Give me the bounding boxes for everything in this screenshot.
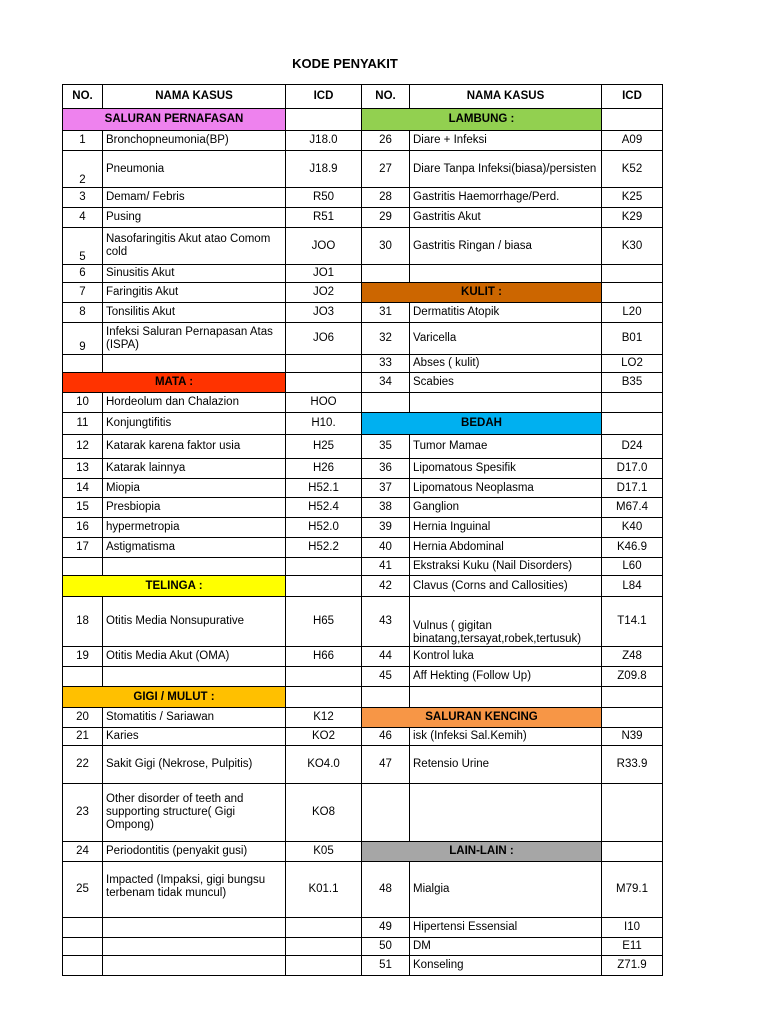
page-title-text: KODE PENYAKIT xyxy=(292,56,398,71)
table-row xyxy=(63,323,663,355)
case-name-right: Hernia Inguinal xyxy=(410,518,602,538)
table-row xyxy=(63,918,663,938)
icd-code-right: K30 xyxy=(602,228,663,265)
icd-code-left: JOO xyxy=(286,228,362,265)
header-row xyxy=(63,85,663,109)
case-name-left: Katarak karena faktor usia xyxy=(103,435,286,459)
case-name-left: Katarak lainnya xyxy=(103,459,286,479)
icd-code-right: Z71.9 xyxy=(602,956,663,976)
table-row xyxy=(63,228,663,265)
case-number-left: 14 xyxy=(63,479,103,498)
icd-code-right: E11 xyxy=(602,938,663,956)
icd-code-right: D17.0 xyxy=(602,459,663,479)
case-name-left xyxy=(103,355,286,373)
table-row xyxy=(63,746,663,784)
table-row xyxy=(63,576,663,597)
case-number-left: 5 xyxy=(63,228,103,265)
table-row xyxy=(63,597,663,647)
section-header-right: KULIT : xyxy=(362,283,602,303)
case-number-right: 35 xyxy=(362,435,410,459)
table-row xyxy=(63,538,663,558)
section-header-right: LAMBUNG : xyxy=(362,109,602,131)
icd-code-left: H26 xyxy=(286,459,362,479)
icd-code-right xyxy=(602,393,663,413)
case-number-right: 44 xyxy=(362,647,410,667)
case-name-left xyxy=(103,558,286,576)
icd-code-left: KO2 xyxy=(286,728,362,746)
case-number-left: 17 xyxy=(63,538,103,558)
case-number-left: 10 xyxy=(63,393,103,413)
case-name-left xyxy=(103,667,286,687)
case-name-right: Ekstraksi Kuku (Nail Disorders) xyxy=(410,558,602,576)
case-number-left: 11 xyxy=(63,413,103,435)
case-name-left: Miopia xyxy=(103,479,286,498)
icd-code-right xyxy=(602,784,663,842)
table-row xyxy=(63,518,663,538)
section-header-right: BEDAH xyxy=(362,413,602,435)
table-row xyxy=(63,558,663,576)
disease-code-table xyxy=(62,84,663,976)
case-name-right: Dermatitis Atopik xyxy=(410,303,602,323)
header-icd-left: ICD xyxy=(286,85,362,109)
case-number-right: 37 xyxy=(362,479,410,498)
case-name-right: Diare Tanpa Infeksi(biasa)/persisten xyxy=(410,151,602,188)
icd-code-left: H52.4 xyxy=(286,498,362,518)
case-number-right: 36 xyxy=(362,459,410,479)
case-number-right xyxy=(362,784,410,842)
case-number-left: 2 xyxy=(63,151,103,188)
case-name-left: Konjungtifitis xyxy=(103,413,286,435)
case-name-right: Scabies xyxy=(410,373,602,393)
case-name-left: Infeksi Saluran Pernapasan Atas (ISPA) xyxy=(103,323,286,355)
icd-code-right: L60 xyxy=(602,558,663,576)
icd-code-right: T14.1 xyxy=(602,597,663,647)
section-header-left: MATA : xyxy=(63,373,286,393)
case-number-left xyxy=(63,938,103,956)
case-name-right: Diare + Infeksi xyxy=(410,131,602,151)
case-name-right: Hernia Abdominal xyxy=(410,538,602,558)
case-name-left: Tonsilitis Akut xyxy=(103,303,286,323)
case-number-left: 20 xyxy=(63,708,103,728)
table-row xyxy=(63,728,663,746)
section-icd-empty-right xyxy=(602,109,663,131)
case-name-left: Nasofaringitis Akut atao Comom cold xyxy=(103,228,286,265)
table-row xyxy=(63,303,663,323)
case-number-left: 15 xyxy=(63,498,103,518)
case-name-left: hypermetropia xyxy=(103,518,286,538)
case-name-left: Presbiopia xyxy=(103,498,286,518)
icd-code-right: K29 xyxy=(602,208,663,228)
case-name-right: Vulnus ( gigitan binatang,tersayat,robek,tertusuk) xyxy=(410,597,602,647)
icd-code-right: N39 xyxy=(602,728,663,746)
case-number-left: 7 xyxy=(63,283,103,303)
header-no-left: NO. xyxy=(63,85,103,109)
case-number-right: 47 xyxy=(362,746,410,784)
case-name-right: DM xyxy=(410,938,602,956)
header-name-left: NAMA KASUS xyxy=(103,85,286,109)
icd-code-right xyxy=(602,265,663,283)
section-icd-empty-right xyxy=(602,413,663,435)
case-name-left: Astigmatisma xyxy=(103,538,286,558)
case-name-left: Bronchopneumonia(BP) xyxy=(103,131,286,151)
case-name-left: Demam/ Febris xyxy=(103,188,286,208)
case-number-right xyxy=(362,265,410,283)
icd-code-right: B01 xyxy=(602,323,663,355)
table-body xyxy=(63,85,663,976)
case-name-left xyxy=(103,918,286,938)
case-number-right: 29 xyxy=(362,208,410,228)
case-number-left: 25 xyxy=(63,862,103,918)
icd-code-right: D17.1 xyxy=(602,479,663,498)
case-number-right: 43 xyxy=(362,597,410,647)
table-row xyxy=(63,435,663,459)
table-row xyxy=(63,938,663,956)
section-header-left: SALURAN PERNAFASAN xyxy=(63,109,286,131)
case-name-right: Lipomatous Neoplasma xyxy=(410,479,602,498)
icd-code-left: R50 xyxy=(286,188,362,208)
case-number-left: 8 xyxy=(63,303,103,323)
case-name-right: Tumor Mamae xyxy=(410,435,602,459)
table-row xyxy=(63,188,663,208)
table-row xyxy=(63,708,663,728)
page-title xyxy=(0,56,690,71)
case-number-right: 42 xyxy=(362,576,410,597)
icd-code-left: KO4.0 xyxy=(286,746,362,784)
table-row xyxy=(63,862,663,918)
case-number-left: 3 xyxy=(63,188,103,208)
case-number-right: 28 xyxy=(362,188,410,208)
section-icd-empty-right xyxy=(602,283,663,303)
case-number-left: 16 xyxy=(63,518,103,538)
case-number-right: 34 xyxy=(362,373,410,393)
table-row xyxy=(63,667,663,687)
section-icd-empty-left xyxy=(286,687,362,708)
case-number-left xyxy=(63,558,103,576)
case-number-right: 46 xyxy=(362,728,410,746)
header-icd-right: ICD xyxy=(602,85,663,109)
case-name-right xyxy=(410,784,602,842)
case-number-left: 9 xyxy=(63,323,103,355)
header-no-right: NO. xyxy=(362,85,410,109)
table-row xyxy=(63,355,663,373)
icd-code-left: H10. xyxy=(286,413,362,435)
case-number-left: 18 xyxy=(63,597,103,647)
icd-code-right: K46.9 xyxy=(602,538,663,558)
section-header-left: TELINGA : xyxy=(63,576,286,597)
icd-code-left: H25 xyxy=(286,435,362,459)
case-name-right: Mialgia xyxy=(410,862,602,918)
icd-code-left: K01.1 xyxy=(286,862,362,918)
case-number-right: 41 xyxy=(362,558,410,576)
icd-code-left xyxy=(286,938,362,956)
case-name-left: Periodontitis (penyakit gusi) xyxy=(103,842,286,862)
case-name-right: Clavus (Corns and Callosities) xyxy=(410,576,602,597)
icd-code-left: JO2 xyxy=(286,283,362,303)
case-number-left: 12 xyxy=(63,435,103,459)
table-row xyxy=(63,479,663,498)
case-name-right: Retensio Urine xyxy=(410,746,602,784)
case-number-left: 21 xyxy=(63,728,103,746)
case-number-right: 26 xyxy=(362,131,410,151)
section-icd-empty-left xyxy=(286,109,362,131)
icd-code-right: D24 xyxy=(602,435,663,459)
case-number-right: 33 xyxy=(362,355,410,373)
icd-code-left: K05 xyxy=(286,842,362,862)
case-name-left: Faringitis Akut xyxy=(103,283,286,303)
icd-code-left: H52.0 xyxy=(286,518,362,538)
icd-code-left: J18.9 xyxy=(286,151,362,188)
section-icd-empty-left xyxy=(286,576,362,597)
table-row xyxy=(63,459,663,479)
case-name-left xyxy=(103,956,286,976)
case-number-right: 38 xyxy=(362,498,410,518)
table-row xyxy=(63,647,663,667)
case-number-left: 1 xyxy=(63,131,103,151)
case-name-left: Otitis Media Akut (OMA) xyxy=(103,647,286,667)
case-name-left: Sakit Gigi (Nekrose, Pulpitis) xyxy=(103,746,286,784)
section-header-left: GIGI / MULUT : xyxy=(63,687,286,708)
icd-code-left: K12 xyxy=(286,708,362,728)
table-row xyxy=(63,109,663,131)
case-name-left: Impacted (Impaksi, gigi bungsu terbenam tidak muncul) xyxy=(103,862,286,918)
icd-code-right: L20 xyxy=(602,303,663,323)
icd-code-right: M79.1 xyxy=(602,862,663,918)
table-row xyxy=(63,373,663,393)
case-name-left: Hordeolum dan Chalazion xyxy=(103,393,286,413)
icd-code-left: JO3 xyxy=(286,303,362,323)
icd-code-left: H66 xyxy=(286,647,362,667)
icd-code-right: K40 xyxy=(602,518,663,538)
case-number-left xyxy=(63,355,103,373)
icd-code-right: K25 xyxy=(602,188,663,208)
case-number-left: 13 xyxy=(63,459,103,479)
icd-code-left: KO8 xyxy=(286,784,362,842)
case-number-right: 27 xyxy=(362,151,410,188)
case-number-left: 19 xyxy=(63,647,103,667)
table-row xyxy=(63,413,663,435)
icd-code-right: L84 xyxy=(602,576,663,597)
case-name-right: Abses ( kulit) xyxy=(410,355,602,373)
case-number-right: 39 xyxy=(362,518,410,538)
case-number-right: 45 xyxy=(362,667,410,687)
case-name-left: Other disorder of teeth and supporting structure( Gigi Ompong) xyxy=(103,784,286,842)
icd-code-right: Z48 xyxy=(602,647,663,667)
case-name-right: Lipomatous Spesifik xyxy=(410,459,602,479)
icd-code-left xyxy=(286,918,362,938)
section-header-right: SALURAN KENCING xyxy=(362,708,602,728)
case-number-left xyxy=(63,667,103,687)
case-name-right: Hipertensi Essensial xyxy=(410,918,602,938)
case-name-right xyxy=(410,393,602,413)
case-number-right: 49 xyxy=(362,918,410,938)
table-row xyxy=(63,687,663,708)
case-number-right: 31 xyxy=(362,303,410,323)
table-row xyxy=(63,842,663,862)
case-number-right: 51 xyxy=(362,956,410,976)
icd-code-left xyxy=(286,355,362,373)
case-name-left xyxy=(103,938,286,956)
case-number-right xyxy=(362,687,410,708)
icd-code-left: H52.1 xyxy=(286,479,362,498)
case-name-right xyxy=(410,265,602,283)
icd-code-left xyxy=(286,558,362,576)
case-number-right: 32 xyxy=(362,323,410,355)
case-number-right: 40 xyxy=(362,538,410,558)
table-row xyxy=(63,393,663,413)
icd-code-right: LO2 xyxy=(602,355,663,373)
case-number-left: 24 xyxy=(63,842,103,862)
icd-code-right: K52 xyxy=(602,151,663,188)
case-name-right: Konseling xyxy=(410,956,602,976)
case-name-left: Pusing xyxy=(103,208,286,228)
header-name-right: NAMA KASUS xyxy=(410,85,602,109)
case-number-left: 23 xyxy=(63,784,103,842)
case-number-left: 6 xyxy=(63,265,103,283)
section-header-right: LAIN-LAIN : xyxy=(362,842,602,862)
case-number-right: 50 xyxy=(362,938,410,956)
case-name-right: Aff Hekting (Follow Up) xyxy=(410,667,602,687)
icd-code-left: J18.0 xyxy=(286,131,362,151)
case-name-right: Gastritis Ringan / biasa xyxy=(410,228,602,265)
table-row xyxy=(63,208,663,228)
icd-code-left xyxy=(286,667,362,687)
table-row xyxy=(63,956,663,976)
icd-code-right xyxy=(602,687,663,708)
table-row xyxy=(63,784,663,842)
case-name-left: Otitis Media Nonsupurative xyxy=(103,597,286,647)
table-row xyxy=(63,265,663,283)
icd-code-right: M67.4 xyxy=(602,498,663,518)
case-name-right xyxy=(410,687,602,708)
icd-code-left: R51 xyxy=(286,208,362,228)
case-number-right xyxy=(362,393,410,413)
case-number-left xyxy=(63,918,103,938)
case-number-left xyxy=(63,956,103,976)
table-row xyxy=(63,283,663,303)
case-number-right: 30 xyxy=(362,228,410,265)
section-icd-empty-right xyxy=(602,708,663,728)
case-name-right: isk (Infeksi Sal.Kemih) xyxy=(410,728,602,746)
table-row xyxy=(63,498,663,518)
case-name-left: Sinusitis Akut xyxy=(103,265,286,283)
section-icd-empty-left xyxy=(286,373,362,393)
table-row xyxy=(63,131,663,151)
case-name-right: Ganglion xyxy=(410,498,602,518)
case-name-left: Karies xyxy=(103,728,286,746)
case-number-right: 48 xyxy=(362,862,410,918)
case-name-right: Gastritis Akut xyxy=(410,208,602,228)
case-name-right: Gastritis Haemorrhage/Perd. xyxy=(410,188,602,208)
case-name-right: Varicella xyxy=(410,323,602,355)
icd-code-right: B35 xyxy=(602,373,663,393)
case-name-right: Kontrol luka xyxy=(410,647,602,667)
icd-code-right: R33.9 xyxy=(602,746,663,784)
case-name-left: Stomatitis / Sariawan xyxy=(103,708,286,728)
icd-code-left xyxy=(286,956,362,976)
icd-code-left: JO6 xyxy=(286,323,362,355)
icd-code-left: H52.2 xyxy=(286,538,362,558)
icd-code-left: H65 xyxy=(286,597,362,647)
icd-code-right: Z09.8 xyxy=(602,667,663,687)
section-icd-empty-right xyxy=(602,842,663,862)
case-name-left: Pneumonia xyxy=(103,151,286,188)
icd-code-left: HOO xyxy=(286,393,362,413)
icd-code-right: A09 xyxy=(602,131,663,151)
icd-code-left: JO1 xyxy=(286,265,362,283)
case-number-left: 22 xyxy=(63,746,103,784)
icd-code-right: I10 xyxy=(602,918,663,938)
case-number-left: 4 xyxy=(63,208,103,228)
table-row xyxy=(63,151,663,188)
